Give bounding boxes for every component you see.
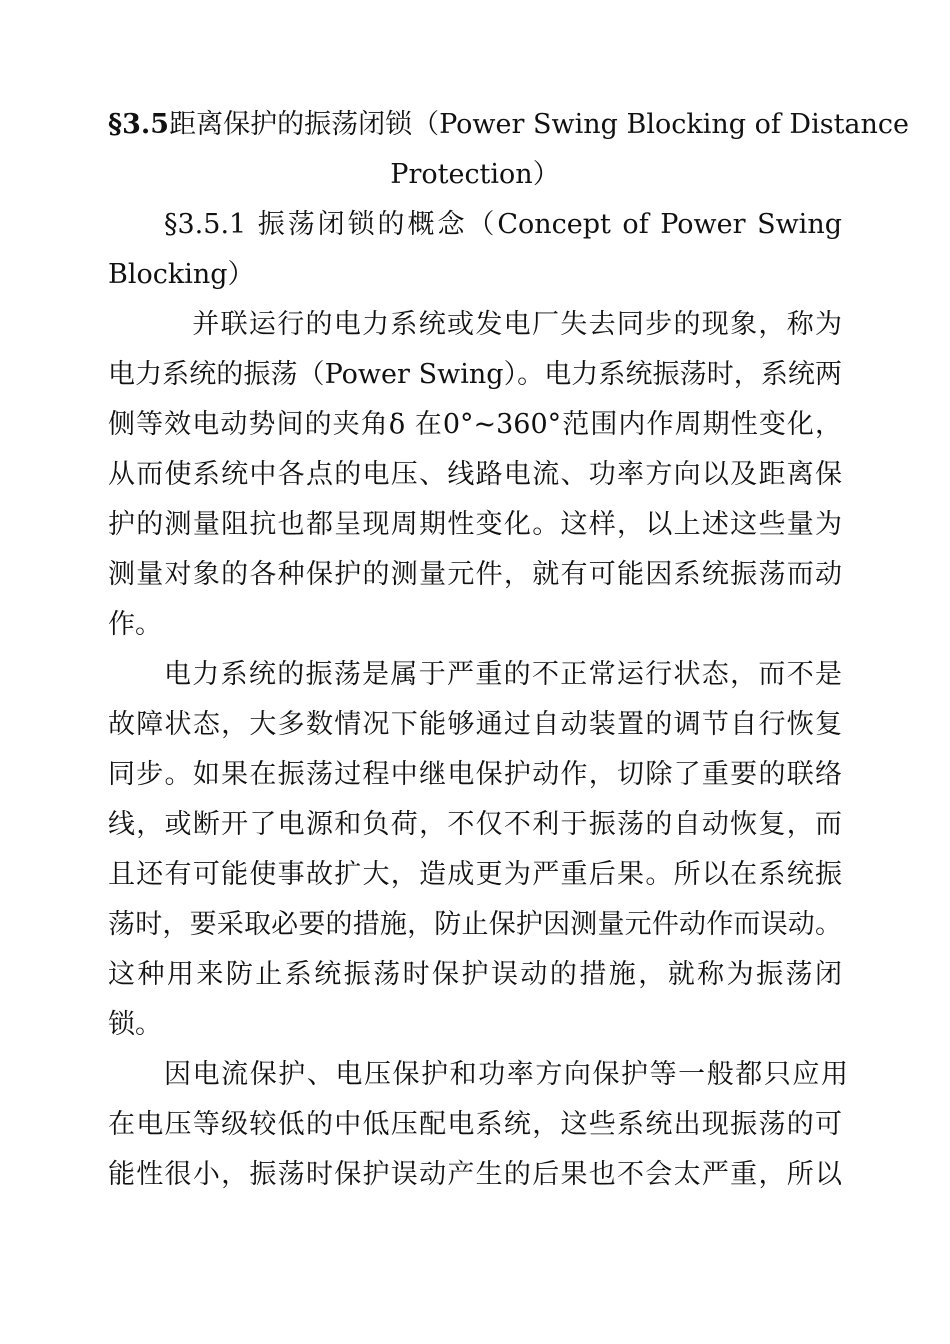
paragraph-2-line: 故障状态，大多数情况下能够通过自动装置的调节自行恢复 xyxy=(108,709,842,740)
paragraph-1-line: 作。 xyxy=(108,609,162,640)
subsection-heading-line-2: Blocking） xyxy=(108,259,255,290)
paragraph-1-line: 电力系统的振荡（Power Swing）。电力系统振荡时，系统两 xyxy=(108,359,842,390)
paragraph-1-line: 侧等效电动势间的夹角δ 在0°~360°范围内作周期性变化， xyxy=(108,409,842,440)
section-heading-line-2: Protection） xyxy=(390,159,560,190)
paragraph-2-line: 电力系统的振荡是属于严重的不正常运行状态，而不是 xyxy=(164,659,842,690)
paragraph-2-line: 锁。 xyxy=(108,1009,162,1040)
paragraph-1-line: 测量对象的各种保护的测量元件，就有可能因系统振荡而动 xyxy=(108,559,842,590)
section-title: 距离保护的振荡闭锁（Power Swing Blocking of Distance xyxy=(169,109,910,140)
paragraph-3-line: 能性很小，振荡时保护误动产生的后果也不会太严重，所以 xyxy=(108,1159,842,1190)
paragraph-3-line: 在电压等级较低的中低压配电系统，这些系统出现振荡的可 xyxy=(108,1109,842,1140)
paragraph-1-line: 护的测量阻抗也都呈现周期性变化。这样，以上述这些量为 xyxy=(108,509,842,540)
paragraph-1-line: 并联运行的电力系统或发电厂失去同步的现象，称为 xyxy=(164,309,842,340)
paragraph-2-line: 同步。如果在振荡过程中继电保护动作，切除了重要的联络 xyxy=(108,759,842,790)
section-heading-line-1 xyxy=(108,100,910,150)
paragraph-3-line: 因电流保护、电压保护和功率方向保护等一般都只应用 xyxy=(164,1059,848,1090)
paragraph-1-line: 从而使系统中各点的电压、线路电流、功率方向以及距离保 xyxy=(108,459,842,490)
paragraph-2-line: 这种用来防止系统振荡时保护误动的措施，就称为振荡闭 xyxy=(108,959,842,990)
paragraph-2-line: 荡时，要采取必要的措施，防止保护因测量元件动作而误动。 xyxy=(108,909,842,940)
section-number: §3.5 xyxy=(108,109,170,140)
paragraph-2-line: 线，或断开了电源和负荷，不仅不利于振荡的自动恢复，而 xyxy=(108,809,842,840)
subsection-heading-line-1: §3.5.1 振荡闭锁的概念（Concept of Power Swing xyxy=(164,209,842,240)
paragraph-2-line: 且还有可能使事故扩大，造成更为严重后果。所以在系统振 xyxy=(108,859,842,890)
